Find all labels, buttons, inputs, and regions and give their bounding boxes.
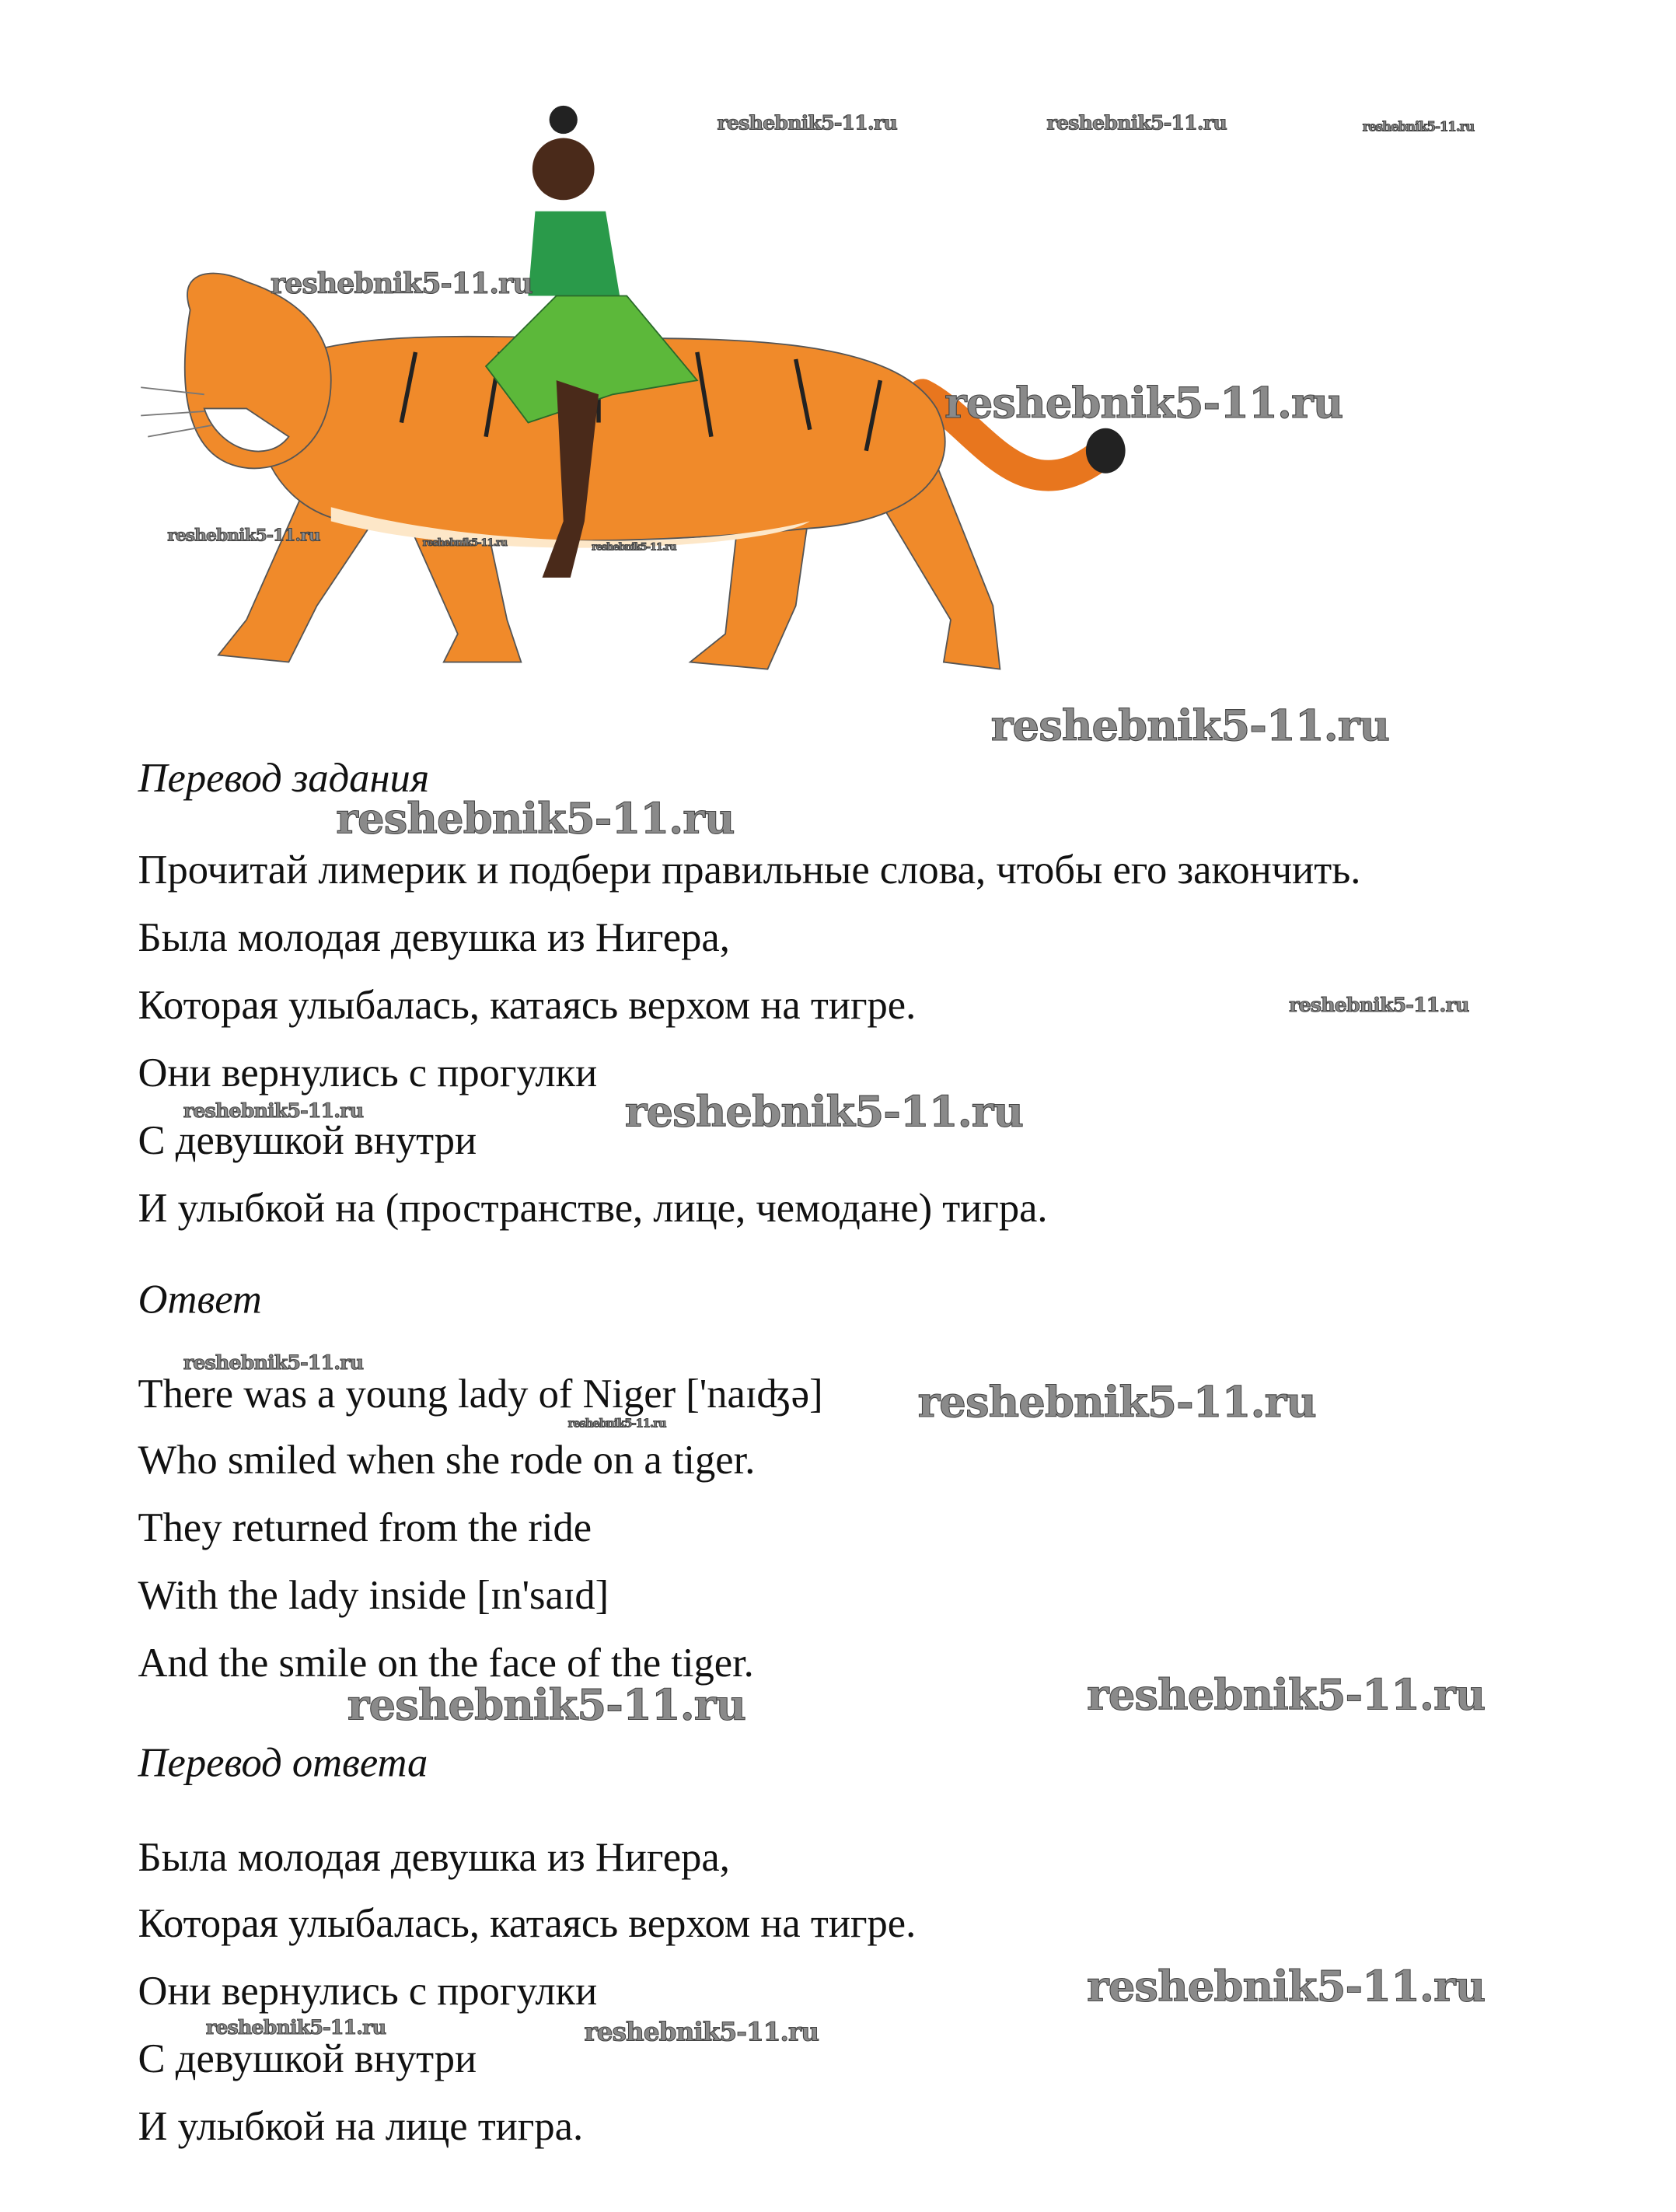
task-line: Которая улыбалась, катаясь верхом на тигре. (138, 983, 917, 1029)
translation-heading: Перевод ответа (138, 1741, 428, 1787)
watermark: reshebnik5-11.ru (1046, 112, 1227, 135)
watermark: reshebnik5-11.ru (584, 2018, 819, 2048)
answer-line: And the smile on the face of the tiger. (138, 1641, 754, 1686)
task-line: Они вернулись с прогулки (138, 1050, 598, 1096)
task-line: Была молодая девушка из Нигера, (138, 915, 730, 961)
watermark: reshebnik5-11.ru (917, 1378, 1316, 1428)
watermark: reshebnik5-11.ru (944, 379, 1343, 429)
watermark: reshebnik5-11.ru (183, 1100, 364, 1123)
watermark: reshebnik5-11.ru (990, 702, 1390, 752)
answer-heading: Ответ (138, 1277, 262, 1323)
watermark: reshebnik5-11.ru (1086, 1962, 1486, 2013)
answer-line: Who smiled when she rode on a tiger. (138, 1438, 756, 1483)
watermark: reshebnik5-11.ru (183, 1352, 364, 1375)
translation-line: И улыбкой на лице тигра. (138, 2104, 584, 2150)
watermark: reshebnik5-11.ru (347, 1681, 746, 1731)
watermark: reshebnik5-11.ru (205, 2017, 386, 2040)
watermark: reshebnik5-11.ru (1289, 994, 1469, 1018)
answer-line: They returned from the ride (138, 1505, 592, 1551)
translation-line: Которая улыбалась, катаясь верхом на тигре. (138, 1901, 917, 1947)
watermark: reshebnik5-11.ru (336, 795, 735, 845)
watermark: reshebnik5-11.ru (624, 1088, 1024, 1138)
task-line: И улыбкой на (пространстве, лице, чемодане) тигра. (138, 1186, 1048, 1232)
answer-line: With the lady inside [ɪn'saɪd] (138, 1573, 609, 1619)
watermark: reshebnik5-11.ru (167, 525, 320, 546)
watermark: reshebnik5-11.ru (717, 112, 897, 135)
task-line: Прочитай лимерик и подбери правильные слова, чтобы его закончить. (138, 847, 1361, 893)
watermark: reshebnik5-11.ru (1362, 121, 1475, 135)
translation-line: С девушкой внутри (138, 2036, 477, 2082)
translation-line: Была молодая девушка из Нигера, (138, 1835, 730, 1881)
task-line: С девушкой внутри (138, 1118, 477, 1164)
task-heading: Перевод задания (138, 756, 430, 802)
translation-line: Они вернулись с прогулки (138, 1969, 598, 2015)
watermark: reshebnik5-11.ru (270, 266, 532, 300)
watermark: reshebnik5-11.ru (422, 536, 508, 549)
answer-line: There was a young lady of Niger ['naɪʤə] (138, 1372, 823, 1417)
watermark: reshebnik5-11.ru (592, 540, 676, 554)
watermark: reshebnik5-11.ru (567, 1415, 666, 1430)
watermark: reshebnik5-11.ru (1086, 1671, 1486, 1721)
